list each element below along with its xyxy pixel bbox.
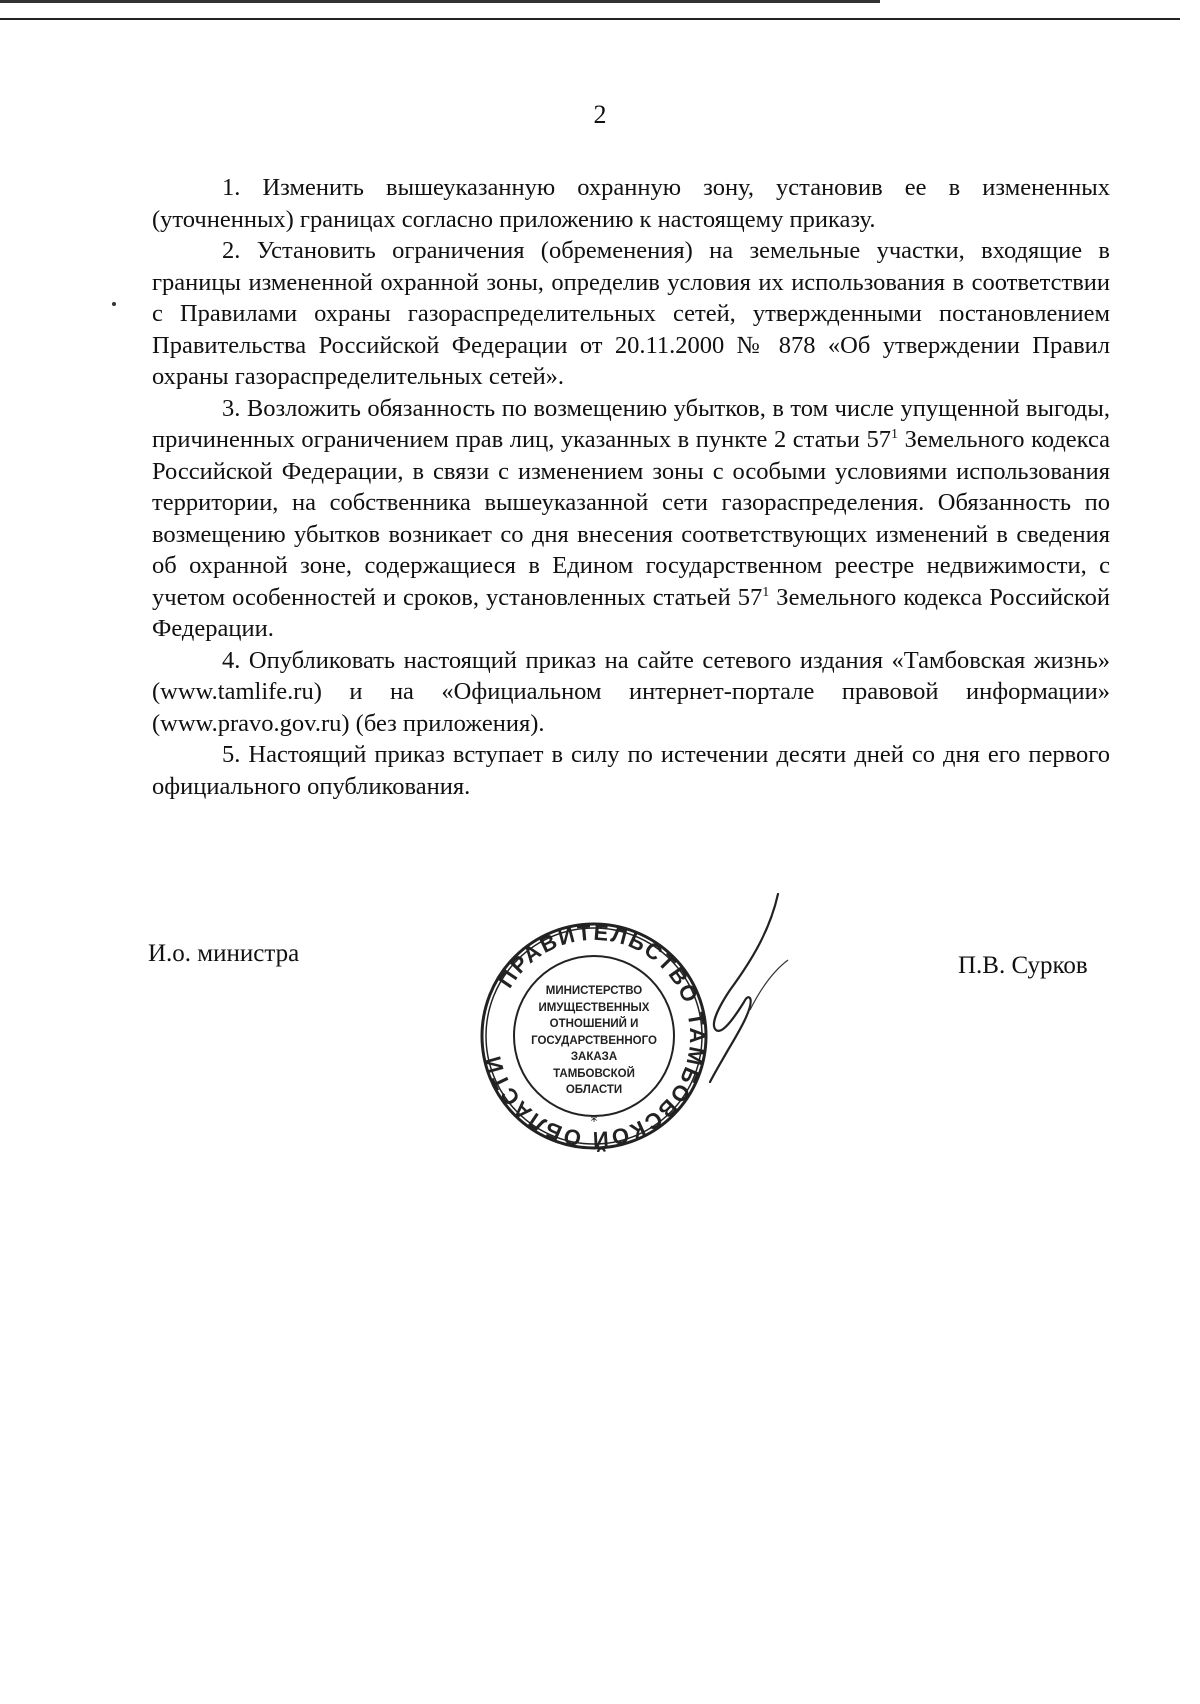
seal-star: *: [590, 1114, 598, 1130]
paragraph-4: 4. Опубликовать настоящий приказ на сайте сетевого издания «Тамбовская жизнь» (www.tamlife.ru) и на «Официальном интернет-портале правовой информации» (www.pravo.gov.ru) (без приложения).: [152, 646, 1110, 737]
seal-ring-text: ПРАВИТЕЛЬСТВО ТАМБОВСКОЙ ОБЛАСТИ: [479, 920, 710, 1152]
page-number: 2: [593, 100, 607, 129]
scan-speck: [112, 302, 116, 306]
seal-line: ИМУЩЕСТВЕННЫХ: [538, 1001, 650, 1014]
seal-line: МИНИСТЕРСТВО: [545, 985, 643, 997]
superscript-2: 1: [762, 584, 770, 600]
seal-line: ГОСУДАРСТВЕННОГО: [531, 1034, 657, 1047]
superscript-1: 1: [891, 426, 898, 442]
scan-top-edge: [0, 0, 880, 3]
handwritten-signature-icon: [700, 890, 790, 1090]
seal-line: ОТНОШЕНИЙ И: [549, 1018, 639, 1030]
paragraph-3-part-a: 3. Возложить обязанность по возмещению убытков, в том числе упущенной выгоды, причиненных ограничением прав лиц, указанных в пункте 2 статьи 57: [152, 394, 1110, 453]
seal-line: ОБЛАСТИ: [565, 1084, 623, 1096]
paragraph-5: 5. Настоящий приказ вступает в силу по истечении десяти дней со дня его первого официального опубликования.: [152, 741, 1110, 800]
paragraph-1: 1. Изменить вышеуказанную охранную зону, установив ее в измененных (уточненных) границах согласно приложению к настоящему приказу.: [152, 174, 1110, 233]
paragraph-3-part-b: Земельного кодекса Российской Федерации, в связи с изменением зоны с особыми условиями использования территории, на собственника вышеуказанной сети газораспределения. Обязанность по возмещению убытков возникает со дня внесения соответствующих изменений в сведения об охранной зоне, содержащиеся в Едином государственном реестре недвижимости, с учетом особенностей и сроков, установленных статьей 57: [152, 426, 1111, 611]
signatory-title: И.о. министра: [148, 940, 300, 967]
header-rule: [0, 18, 1180, 20]
seal-line: ТАМБОВСКОЙ: [553, 1067, 635, 1080]
paragraph-2: 2. Установить ограничения (обременения) на земельные участки, входящие в границы измененной охранной зоны, определив условия их использования в соответствии с Правилами охраны газораспределительных сетей, утвержденными постановлением Правительства Российской Федерации от 20.11.2000 № 878 «Об утверждении Правил охраны газораспределительных сетей».: [152, 237, 1110, 390]
order-body: [152, 172, 1110, 802]
paragraph-3: [152, 393, 1110, 645]
signatory-name: П.В. Сурков: [958, 952, 1088, 979]
paragraph-3-part-c: Земельного кодекса Российской Федерации.: [152, 583, 1110, 642]
seal-center-text: [522, 983, 666, 1099]
seal-line: ЗАКАЗА: [570, 1051, 618, 1063]
